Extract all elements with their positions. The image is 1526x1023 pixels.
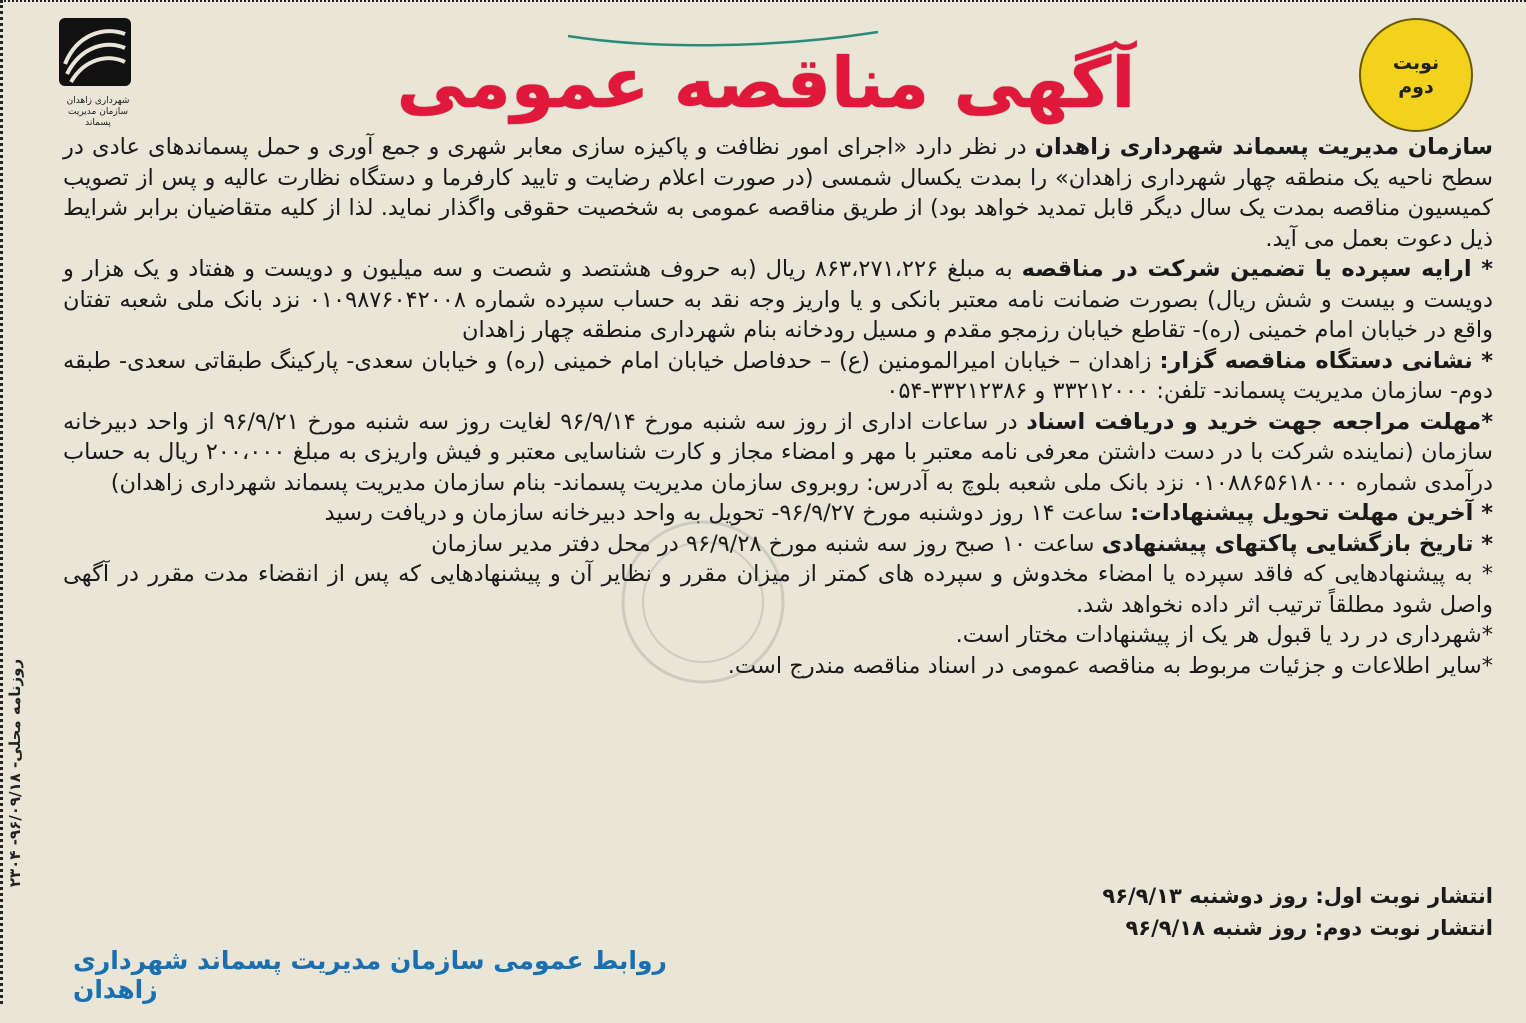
paragraph-discretion-note: [63, 620, 1493, 651]
paragraph-heading: * آخرین مهلت تحویل پیشنهادات:: [1130, 500, 1493, 526]
badge-line2: دوم: [1398, 76, 1434, 98]
paragraph-documents-deadline: [63, 407, 1493, 499]
paragraph-text: * به پیشنهادهایی که فاقد سپرده یا امضاء مخدوش و سپرده های کمتر از میزان مقرر و نظایر آن و پیشنهادهایی که پس از انقضاء مدت مقرر در آگهی واصل شود مطلقاً ترتیب اثر داده نخواهد شد.: [63, 561, 1493, 618]
page-title: آگهی مناقصه عمومی: [396, 42, 1136, 124]
publication-round-badge: [1359, 18, 1473, 132]
paragraph-deposit: [63, 254, 1493, 346]
paragraph-submission-deadline: [63, 498, 1493, 529]
announcement-body: [63, 132, 1493, 681]
logo-text-line2: سازمان مدیریت پسماند: [67, 107, 129, 128]
publication-second: انتشار نوبت دوم: روز شنبه ۹۶/۹/۱۸: [1125, 916, 1493, 940]
badge-line1: نوبت: [1392, 52, 1440, 74]
paragraph-opening-date: [63, 529, 1493, 560]
paragraph-heading: سازمان مدیریت پسماند شهرداری زاهدان: [1034, 134, 1493, 160]
paragraph-text: ساعت ۱۴ روز دوشنبه مورخ ۹۶/۹/۲۷- تحویل به واحد دبیرخانه سازمان و دریافت رسید: [324, 500, 1131, 526]
publication-dates: [1063, 880, 1493, 944]
newspaper-side-label: روزنامه محلی- ۹۶/۰۹/۱۸- ۲۳۰۴: [6, 658, 24, 888]
paragraph-heading: * تاریخ بازگشایی پاکتهای پیشنهادی: [1101, 530, 1493, 557]
paragraph-heading: * نشانی دستگاه مناقصه گزار:: [1159, 347, 1493, 374]
paragraph-text: *شهرداری در رد یا قبول هر یک از پیشنهادات مختار است.: [955, 622, 1493, 648]
paragraph-heading: *مهلت مراجعه جهت خرید و دریافت اسناد: [1026, 408, 1493, 435]
paragraph-text: *سایر اطلاعات و جزئیات مربوط به مناقصه عمومی در اسناد مناقصه مندرج است.: [727, 652, 1493, 679]
paragraph-details-note: [63, 651, 1493, 682]
paragraph-address: [63, 346, 1493, 407]
paragraph-text: زاهدان – خیابان امیرالمومنین (ع) – حدفاصل خیابان امام خمینی (ره) و خیابان سعدی- پارکینگ طبقاتی سعدی- طبقه دوم- سازمان مدیریت پسماند- تلفن: ۳۳۲۱۲۰۰۰ و ۳۳۲۱۲۳۸۶-۰۵۴: [63, 347, 1493, 404]
paragraph-heading: * ارایه سپرده یا تضمین شرکت در مناقصه: [1021, 256, 1493, 282]
paragraph-text: در نظر دارد «اجرای امور نظافت و پاکیزه سازی معابر شهری و جمع آوری و حمل پسماندهای عادی در سطح ناحیه یک منطقه چهار شهرداری زاهدان» را بمدت یکسال شمسی (در صورت اعلام رضایت و تایید کارفرما و دستگاه نظارت عالیه و پس از تصویب کمیسیون مناقصه بمدت یک سال دیگر قابل تمدید خواهد بود) از طریق مناقصه عمومی به شخصیت حقوقی واگذار نماید. لذا از کلیه متقاضیان برابر شرایط ذیل دعوت بعمل می آید.: [63, 134, 1493, 252]
logo-text-line1: شهرداری زاهدان: [66, 96, 130, 106]
public-relations-signature: روابط عمومی سازمان مدیریت پسماند شهرداری زاهدان: [73, 946, 667, 1004]
paragraph-rejection-note: [63, 559, 1493, 620]
paragraph-intro: [63, 132, 1493, 254]
paragraph-text: به مبلغ ۸۶۳،۲۷۱،۲۲۶ ریال (به حروف هشتصد و شصت و سه میلیون و دویست و هفتاد و یک هزار و دویست و بیست و شش ریال) بصورت ضمانت نامه معتبر بانکی و یا واریز وجه نقد به حساب سپرده شماره ۰۱۰۹۸۷۶۰۴۲۰۰۸ نزد بانک ملی شعبه تفتان واقع در خیابان امام خمینی (ره)- تقاطع خیابان رزمجو مقدم و مسیل رودخانه بنام شهرداری منطقه چهار زاهدان: [63, 256, 1493, 343]
paragraph-text: در ساعات اداری از روز سه شنبه مورخ ۹۶/۹/۱۴ لغایت روز سه شنبه مورخ ۹۶/۹/۲۱ از واحد دبیرخانه سازمان (نماینده شرکت با در دست داشتن معرفی نامه معتبر با مهر و امضاء مجاز و کارت شناسایی معتبر و فیش واریزی به مبلغ ۲۰۰،۰۰۰ ریال به حساب درآمدی شماره ۰۱۰۸۸۶۵۶۱۸۰۰۰ نزد بانک ملی شعبه بلوچ به آدرس: روبروی سازمان مدیریت پسماند- بنام سازمان مدیریت پسماند شهرداری زاهدان): [63, 408, 1493, 496]
publication-first: انتشار نوبت اول: روز دوشنبه ۹۶/۹/۱۳: [1102, 884, 1493, 908]
paragraph-text: ساعت ۱۰ صبح روز سه شنبه مورخ ۹۶/۹/۲۸ در محل دفتر مدیر سازمان: [431, 530, 1102, 557]
